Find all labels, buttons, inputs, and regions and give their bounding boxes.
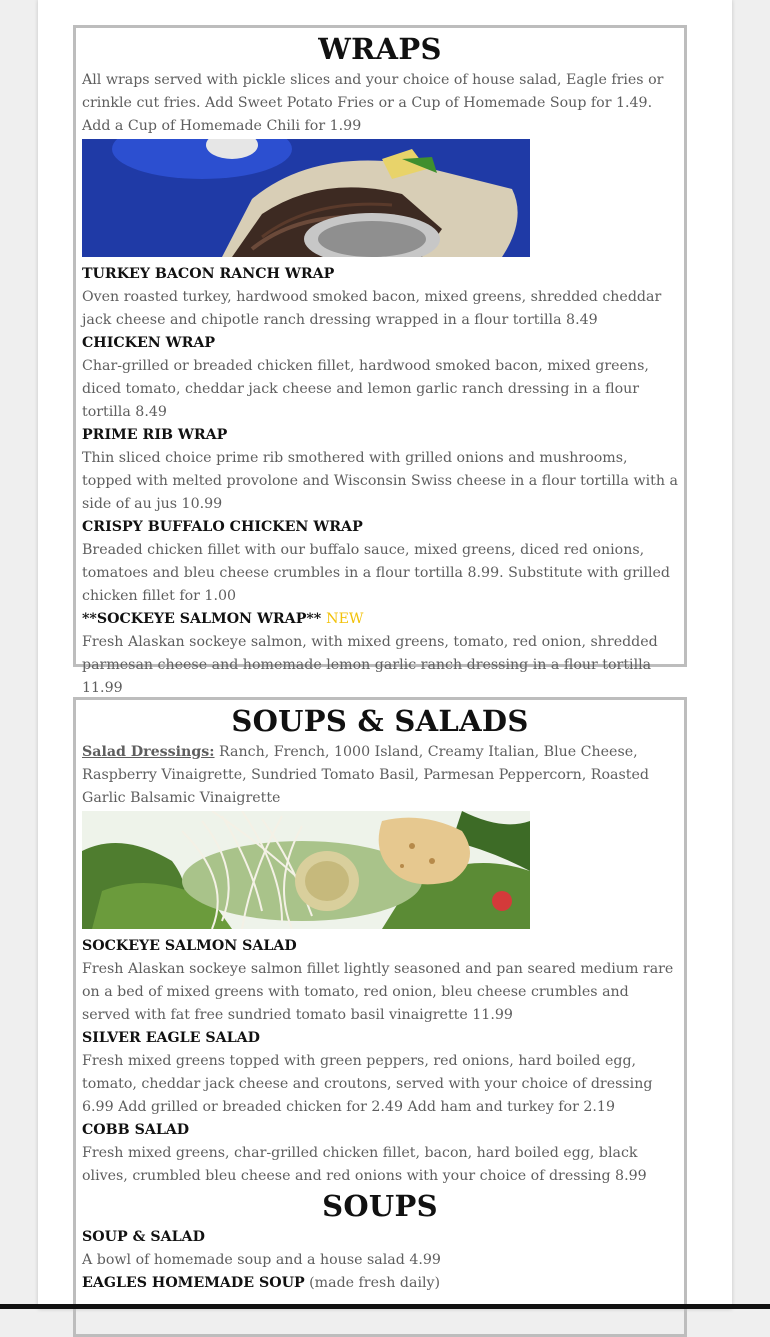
menu-item-name: PRIME RIB WRAP bbox=[82, 427, 228, 443]
item-name-text: **SOCKEYE SALMON WRAP** bbox=[82, 611, 322, 627]
wrap-photo bbox=[82, 139, 530, 257]
item-name-text: EAGLES HOMEMADE SOUP bbox=[82, 1275, 305, 1291]
menu-item-desc: Char-grilled or breaded chicken fillet, hardwood smoked bacon, mixed greens, diced tomato, cheddar jack cheese and lemon garlic ranch dressing in a flour tortilla 8.49 bbox=[82, 358, 649, 420]
salad-dressings-list bbox=[82, 741, 678, 810]
soups-salads-section bbox=[73, 697, 687, 1337]
section-title-wraps: WRAPS bbox=[318, 32, 442, 66]
menu-item-name-salmon-wrap bbox=[82, 608, 678, 631]
menu-item-name: TURKEY BACON RANCH WRAP bbox=[82, 266, 335, 282]
wraps-intro: All wraps served with pickle slices and your choice of house salad, Eagle fries or crinkle cut fries. Add Sweet Potato Fries or a Cup of Homemade Soup for 1.49. Add a Cup of Homemade Chili for 1.99 bbox=[82, 72, 664, 134]
menu-item-name: SOCKEYE SALMON SALAD bbox=[82, 938, 297, 954]
salad-dressings-label: Salad Dressings: bbox=[82, 744, 215, 760]
menu-item-desc: Fresh mixed greens, char-grilled chicken fillet, bacon, hard boiled egg, black olives, crumbled bleu cheese and red onions with your choice of dressing 8.99 bbox=[82, 1145, 647, 1184]
item-note: (made fresh daily) bbox=[304, 1275, 441, 1291]
menu-item-desc: Breaded chicken fillet with our buffalo sauce, mixed greens, diced red onions, tomatoes and bleu cheese crumbles in a flour tortilla 8.99. Substitute with grilled chicken fillet for 1.00 bbox=[82, 542, 671, 604]
salad-photo bbox=[82, 811, 530, 929]
menu-item-desc: Fresh mixed greens topped with green peppers, red onions, hard boiled egg, tomato, cheddar jack cheese and croutons, served with your choice of dressing 6.99 Add grilled or breaded chicken for 2.49 Add ham and turkey for 2.19 bbox=[82, 1053, 653, 1115]
menu-item-desc: Fresh Alaskan sockeye salmon fillet lightly seasoned and pan seared medium rare on a bed of mixed greens with tomato, red onion, bleu cheese crumbles and served with fat free sundried tomato basil vinaigrette 11.99 bbox=[82, 961, 674, 1023]
menu-item-desc: Thin sliced choice prime rib smothered with grilled onions and mushrooms, topped with melted provolone and Wisconsin Swiss cheese in a flour tortilla with a side of au jus 10.99 bbox=[82, 450, 678, 512]
menu-item-desc: Fresh Alaskan sockeye salmon, with mixed greens, tomato, red onion, shredded parmesan cheese and homemade lemon garlic ranch dressing in a flour tortilla 11.99 bbox=[82, 634, 658, 696]
menu-page bbox=[38, 0, 732, 1309]
menu-item-name: CRISPY BUFFALO CHICKEN WRAP bbox=[82, 519, 363, 535]
menu-item-name: COBB SALAD bbox=[82, 1122, 190, 1138]
salad-dressings-text: Ranch, French, 1000 Island, Creamy Italian, Blue Cheese, Raspberry Vinaigrette, Sundried Tomato Basil, Parmesan Peppercorn, Roasted Garlic Balsamic Vinaigrette bbox=[82, 744, 649, 806]
bottom-bar bbox=[0, 1304, 770, 1309]
wraps-section bbox=[73, 25, 687, 696]
menu-item-name: SILVER EAGLE SALAD bbox=[82, 1030, 260, 1046]
menu-item-name-homemade-soup bbox=[82, 1272, 678, 1295]
menu-item-desc: A bowl of homemade soup and a house salad 4.99 bbox=[82, 1252, 441, 1268]
section-title-soups-salads: SOUPS & SALADS bbox=[231, 704, 529, 738]
menu-item-desc: Oven roasted turkey, hardwood smoked bacon, mixed greens, shredded cheddar jack cheese and chipotle ranch dressing wrapped in a flour tortilla 8.49 bbox=[82, 289, 662, 328]
new-badge: NEW bbox=[326, 611, 364, 627]
section-title-soups: SOUPS bbox=[322, 1189, 438, 1223]
menu-item-name: CHICKEN WRAP bbox=[82, 335, 216, 351]
menu-item-name: SOUP & SALAD bbox=[82, 1229, 205, 1245]
